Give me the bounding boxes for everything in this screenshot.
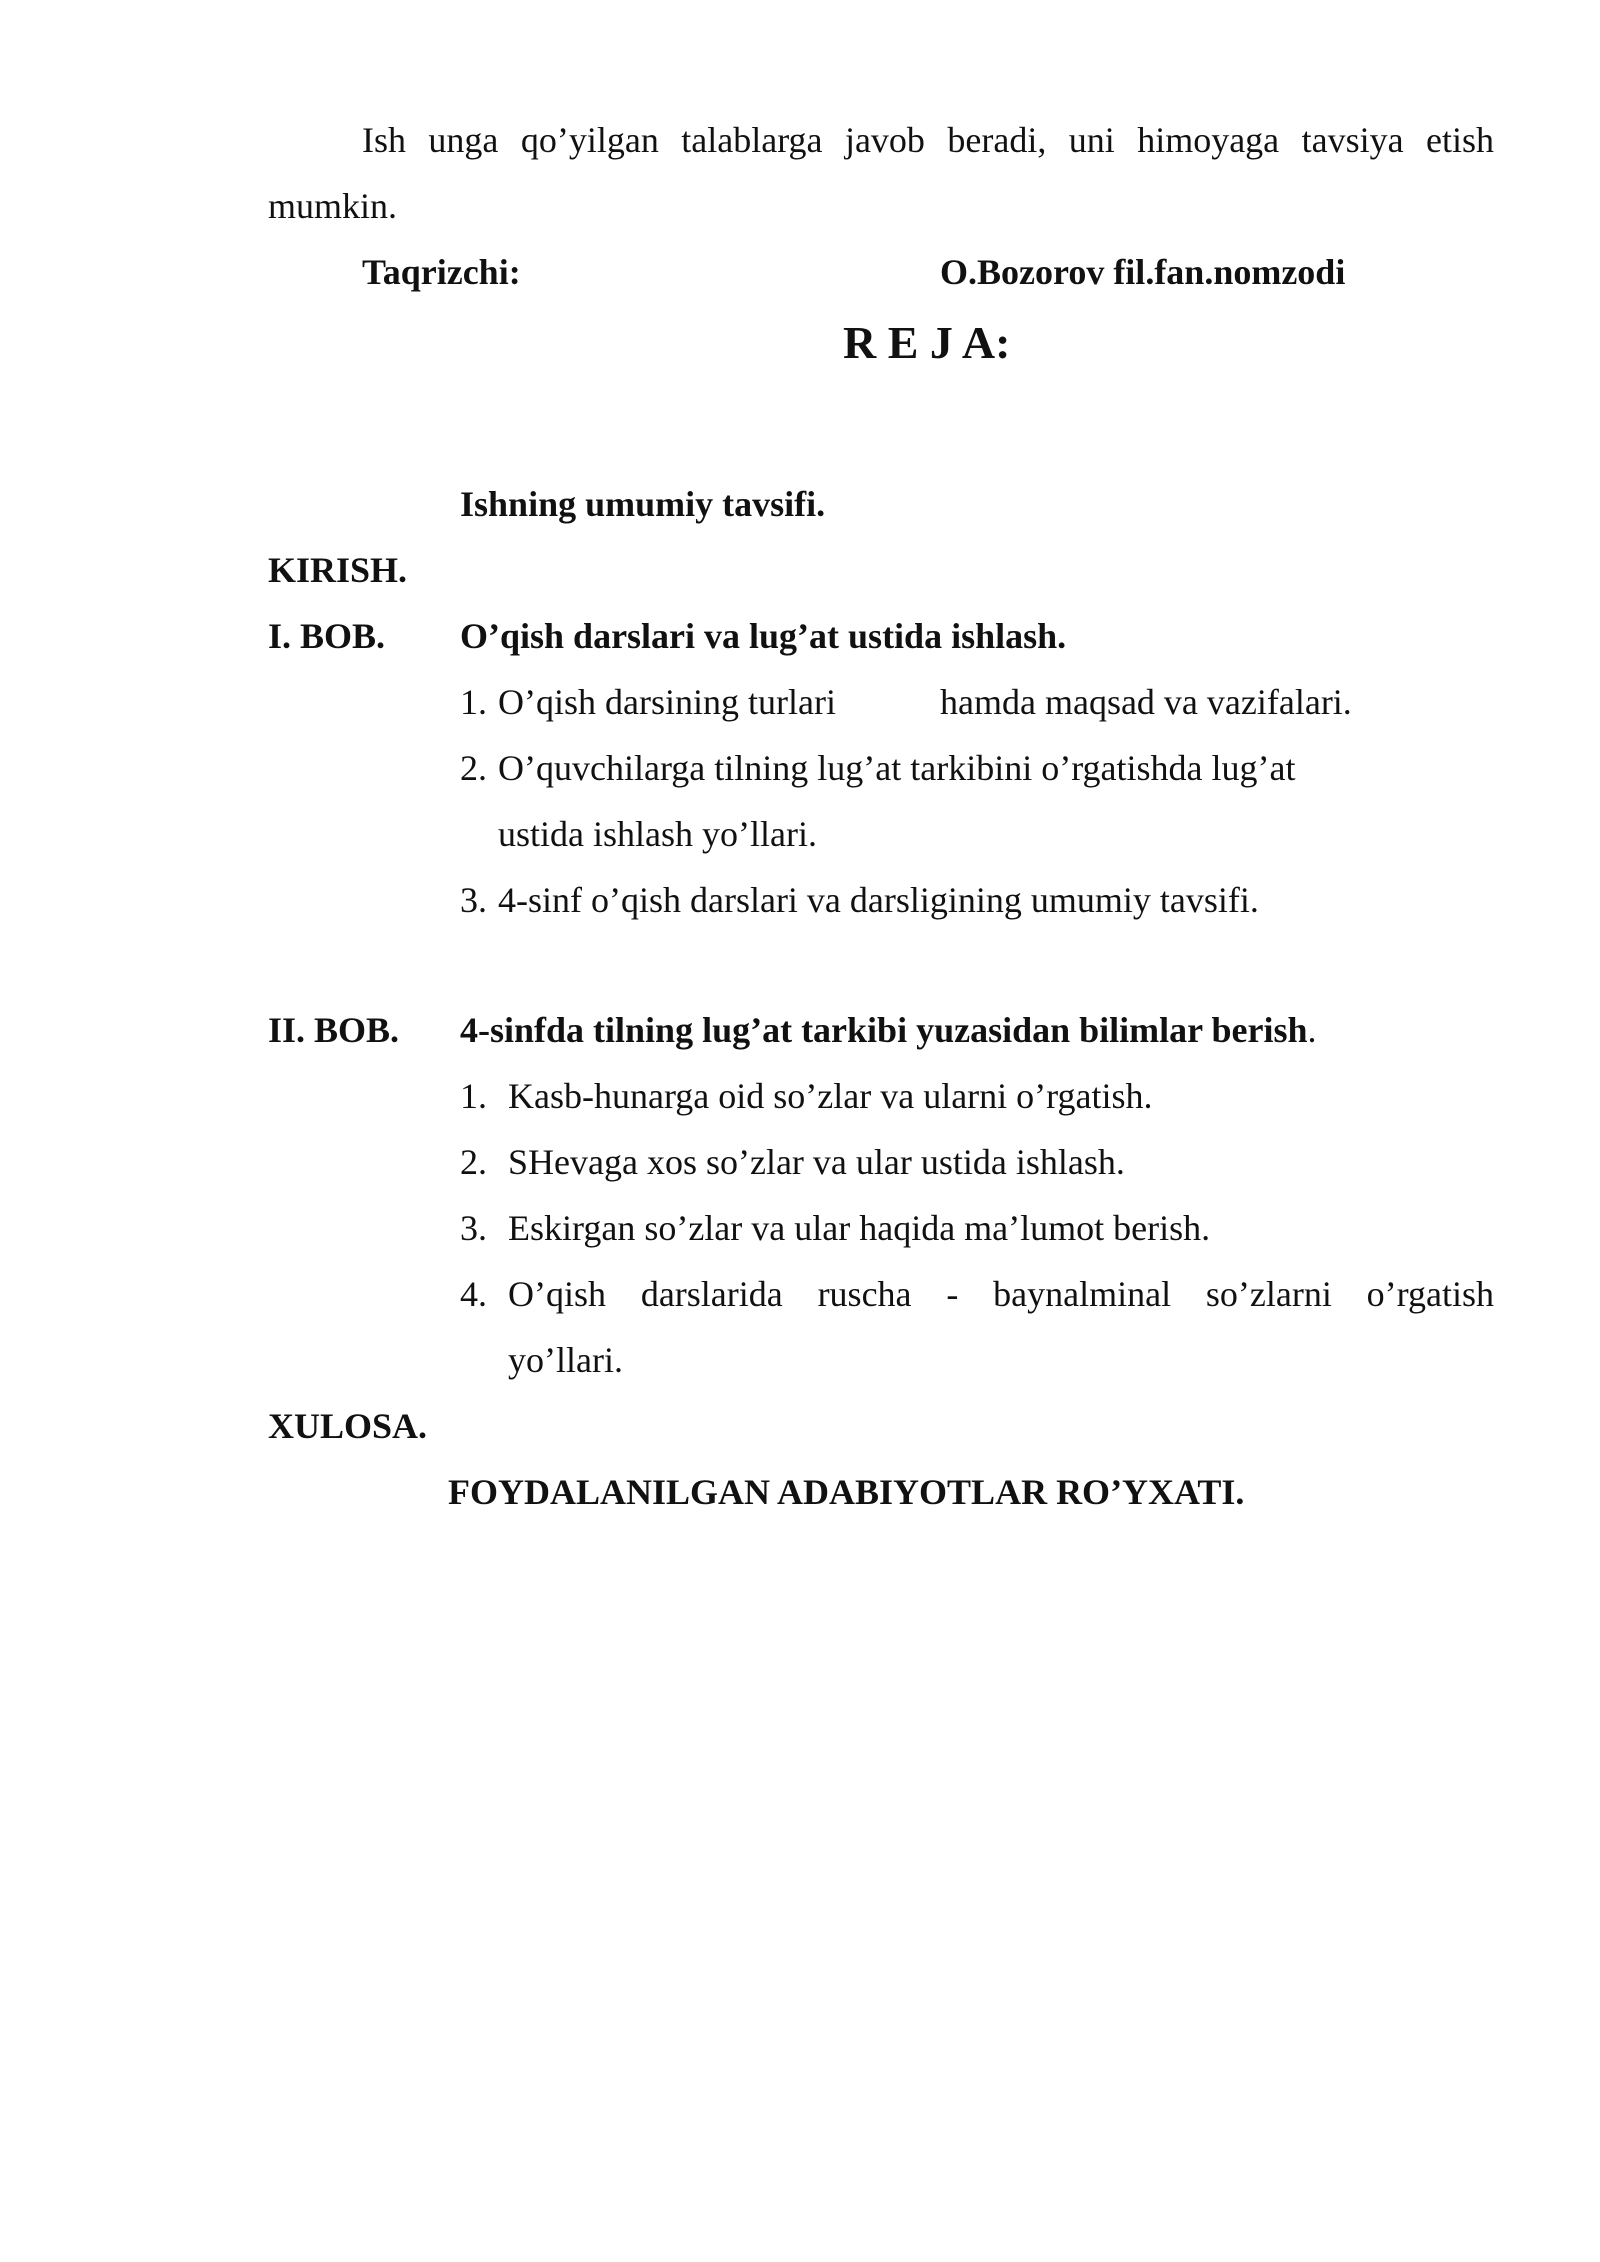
chapter1-item3-number: 3. — [460, 880, 487, 920]
chapter1-item1-number: 1. — [460, 682, 487, 722]
reviewer-label: Taqrizchi: — [362, 252, 521, 292]
reviewer-name: O.Bozorov fil.fan.nomzodi — [940, 252, 1346, 292]
chapter1-title: O’qish darslari va lug’at ustida ishlash. — [460, 616, 1067, 656]
intro-line-2: mumkin. — [268, 186, 398, 226]
chapter2-title — [460, 1012, 1317, 1048]
chapter2-item4-continuation: yo’llari. — [508, 1340, 623, 1380]
chapter1-label: I. BOB. — [268, 616, 386, 656]
chapter2-label: II. BOB. — [268, 1010, 400, 1050]
intro-line-1: Ish unga qo’yilgan talablarga javob beradi, uni himoyaga tavsiya etish — [362, 120, 1494, 160]
chapter1-item1-text-a: O’qish darsining turlari — [498, 682, 836, 722]
chapter1-item2-text: O’quvchilarga tilning lug’at tarkibini o’rgatishda lug’at — [498, 748, 1296, 788]
plan-references: FOYDALANILGAN ADABIYOTLAR RO’YXATI. — [448, 1472, 1245, 1512]
chapter1-item1-text-b: hamda maqsad va vazifalari. — [940, 682, 1352, 722]
chapter2-item2-number: 2. — [460, 1142, 487, 1182]
chapter1-item2-number: 2. — [460, 748, 487, 788]
plan-general: Ishning umumiy tavsifi. — [460, 484, 826, 524]
chapter2-title-period: . — [1307, 1010, 1317, 1050]
chapter2-item2-text: SHevaga xos so’zlar va ular ustida ishlash. — [508, 1142, 1125, 1182]
chapter1-item2-continuation: ustida ishlash yo’llari. — [498, 814, 817, 854]
plan-title: R E J A: — [843, 317, 1011, 368]
chapter2-title-text: 4-sinfda tilning lug’at tarkibi yuzasidan bilimlar berish — [460, 1010, 1308, 1050]
chapter2-item1-text: Kasb-hunarga oid so’zlar va ularni o’rgatish. — [508, 1076, 1153, 1116]
chapter2-item3-text: Eskirgan so’zlar va ular haqida ma’lumot berish. — [508, 1208, 1211, 1248]
chapter2-item1-number: 1. — [460, 1076, 487, 1116]
chapter2-item3-number: 3. — [460, 1208, 487, 1248]
chapter2-item4-text: O’qish darslarida ruscha - baynalminal so’zlarni o’rgatish — [508, 1274, 1494, 1314]
plan-conclusion: XULOSA. — [268, 1406, 428, 1446]
chapter2-item4-number: 4. — [460, 1274, 487, 1314]
plan-intro: KIRISH. — [268, 550, 408, 590]
chapter1-item3-text: 4-sinf o’qish darslari va darsligining umumiy tavsifi. — [498, 880, 1259, 920]
